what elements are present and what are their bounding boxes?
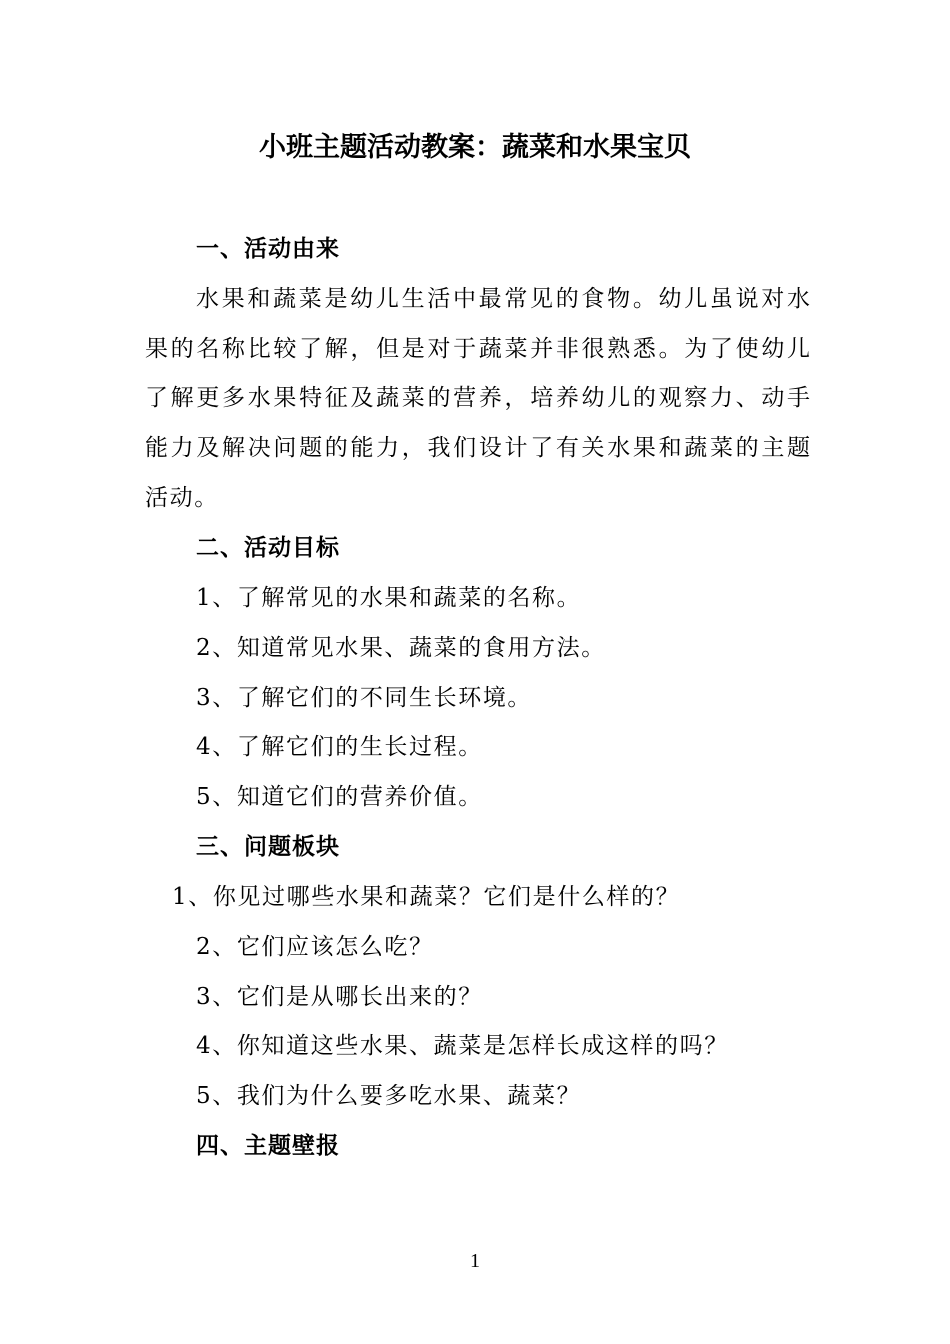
list-item: 1、了解常见的水果和蔬菜的名称。 [196,585,582,611]
paragraph-line: 能力及解决问题的能力，我们设计了有关水果和蔬菜的主题 [145,435,810,461]
section-heading-goals: 二、活动目标 [196,535,340,561]
list-item: 2、它们应该怎么吃？ [196,934,434,960]
paragraph-line: 了解更多水果特征及蔬菜的营养，培养幼儿的观察力、动手 [145,385,810,411]
section-heading-questions: 三、问题板块 [196,834,340,860]
paragraph-line: 水果和蔬菜是幼儿生活中最常见的食物。幼儿虽说对水 [196,286,810,312]
document-title: 小班主题活动教案：蔬菜和水果宝贝 [259,132,691,163]
section-heading-origin: 一、活动由来 [196,236,340,262]
list-item: 2、知道常见水果、蔬菜的食用方法。 [196,635,606,661]
list-item: 1、你见过哪些水果和蔬菜？它们是什么样的？ [172,884,681,910]
list-item: 5、知道它们的营养价值。 [196,784,483,810]
list-item: 4、了解它们的生长过程。 [196,734,483,760]
page-number: 1 [470,1250,480,1272]
section-heading-wall-poster: 四、主题壁报 [196,1133,340,1159]
paragraph-line: 活动。 [145,485,219,511]
paragraph-line: 果的名称比较了解，但是对于蔬菜并非很熟悉。为了使幼儿 [145,336,810,362]
list-item: 3、了解它们的不同生长环境。 [196,685,533,711]
list-item: 4、你知道这些水果、蔬菜是怎样长成这样的吗？ [196,1033,729,1059]
list-item: 3、它们是从哪长出来的？ [196,984,483,1010]
list-item: 5、我们为什么要多吃水果、蔬菜？ [196,1083,582,1109]
